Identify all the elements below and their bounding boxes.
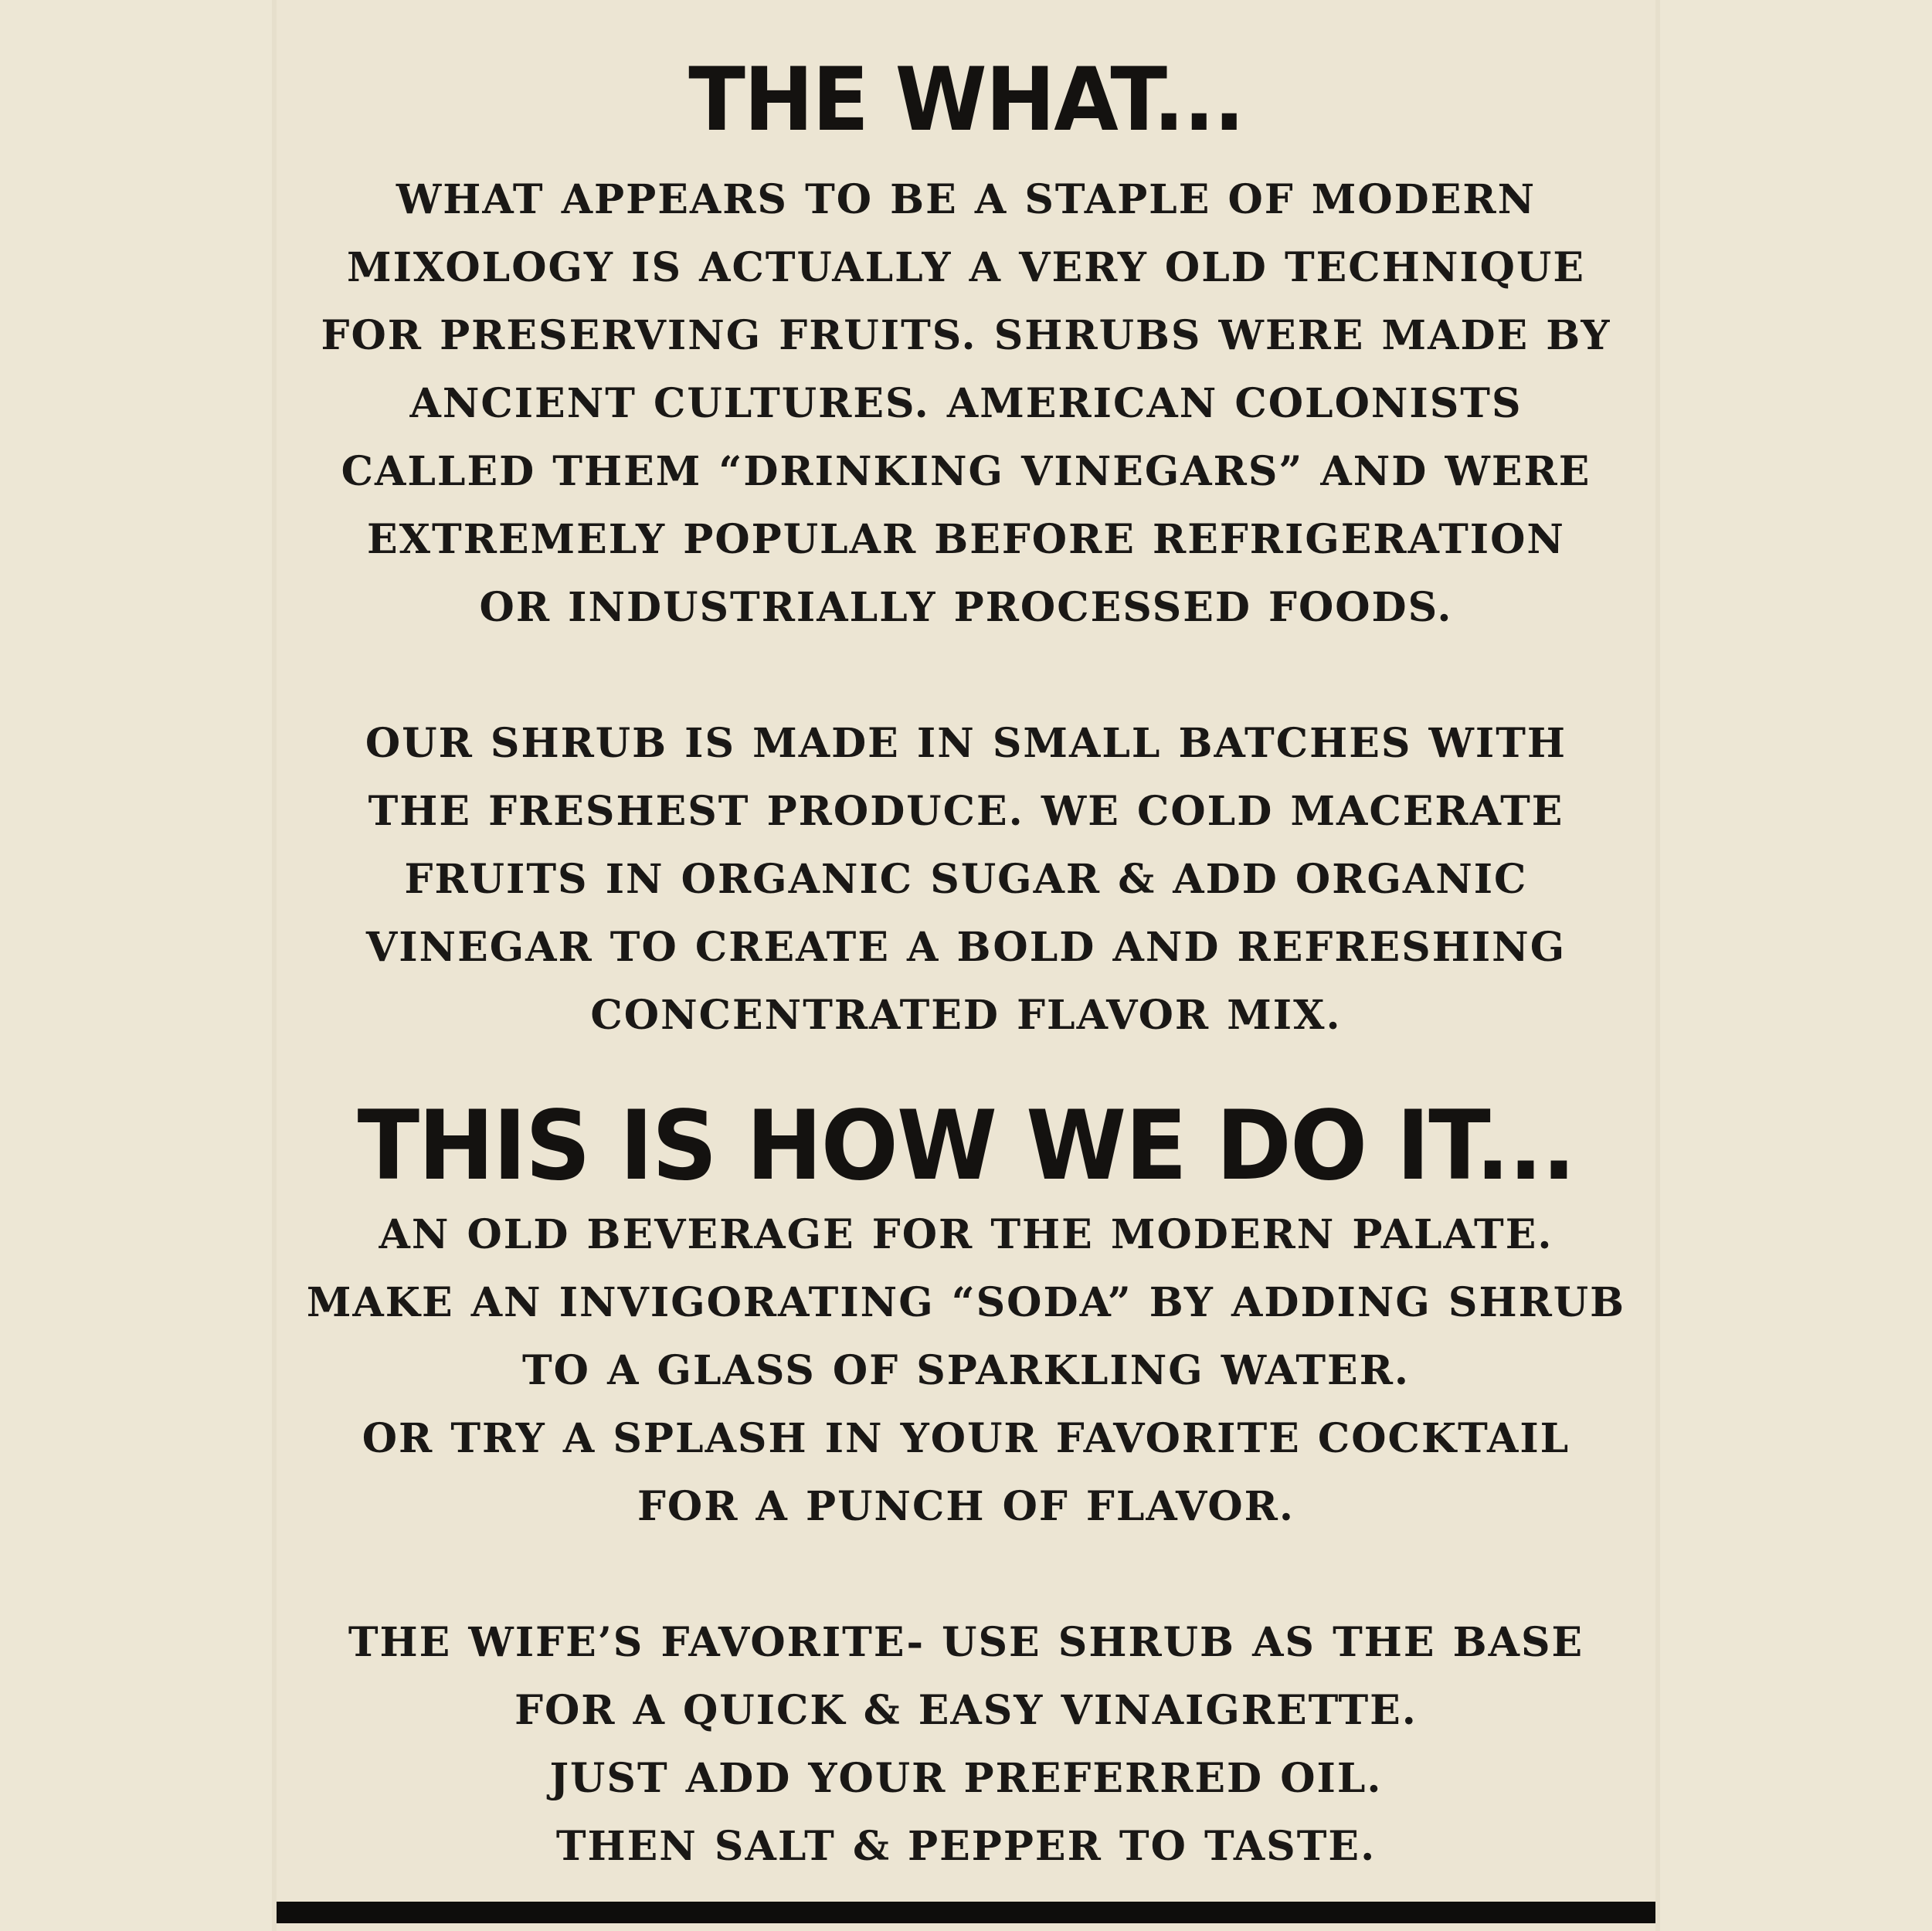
text-line: FOR PRESERVING FRUITS. SHRUBS WERE MADE BY [321, 312, 1611, 359]
text-line: MAKE AN INVIGORATING “SODA” BY ADDING SHRUB [306, 1279, 1626, 1326]
text-line: OR INDUSTRIALLY PROCESSED FOODS. [479, 584, 1453, 631]
text-line: FOR A QUICK & EASY VINAIGRETTE. [514, 1687, 1418, 1734]
text-line: THEN SALT & PEPPER TO TASTE. [555, 1823, 1377, 1870]
panel-edge-right [1655, 0, 1660, 1931]
text-line: ANCIENT CULTURES. AMERICAN COLONISTS [409, 380, 1523, 427]
bottom-rule [277, 1902, 1655, 1923]
how-paragraph-vinaigrette [277, 1609, 1655, 1881]
how-paragraph-soda [277, 1201, 1655, 1541]
text-line: THE WIFE’S FAVORITE- USE SHRUB AS THE BASE [348, 1619, 1584, 1666]
text-line: VINEGAR TO CREATE A BOLD AND REFRESHING [365, 924, 1567, 971]
what-paragraph-process [277, 710, 1655, 1050]
text-line: CONCENTRATED FLAVOR MIX. [590, 992, 1342, 1039]
text-line: FRUITS IN ORGANIC SUGAR & ADD ORGANIC [404, 856, 1528, 903]
text-line: MIXOLOGY IS ACTUALLY A VERY OLD TECHNIQUE [347, 244, 1585, 291]
text-line: TO A GLASS OF SPARKLING WATER. [521, 1347, 1411, 1394]
text-line: JUST ADD YOUR PREFERRED OIL. [549, 1755, 1383, 1802]
text-line: WHAT APPEARS TO BE A STAPLE OF MODERN [396, 176, 1536, 223]
text-line: OR TRY A SPLASH IN YOUR FAVORITE COCKTAIL [362, 1415, 1570, 1462]
text-line: OUR SHRUB IS MADE IN SMALL BATCHES WITH [365, 720, 1567, 767]
text-line: AN OLD BEVERAGE FOR THE MODERN PALATE. [379, 1211, 1553, 1258]
how-heading: THIS IS HOW WE DO IT... [357, 1089, 1575, 1202]
what-heading: THE WHAT... [688, 49, 1244, 151]
text-line: CALLED THEM “DRINKING VINEGARS” AND WERE [341, 448, 1591, 495]
what-paragraph-history [277, 166, 1655, 642]
text-line: EXTREMELY POPULAR BEFORE REFRIGERATION [367, 516, 1565, 563]
text-line: FOR A PUNCH OF FLAVOR. [637, 1483, 1295, 1530]
text-line: THE FRESHEST PRODUCE. WE COLD MACERATE [368, 788, 1564, 835]
